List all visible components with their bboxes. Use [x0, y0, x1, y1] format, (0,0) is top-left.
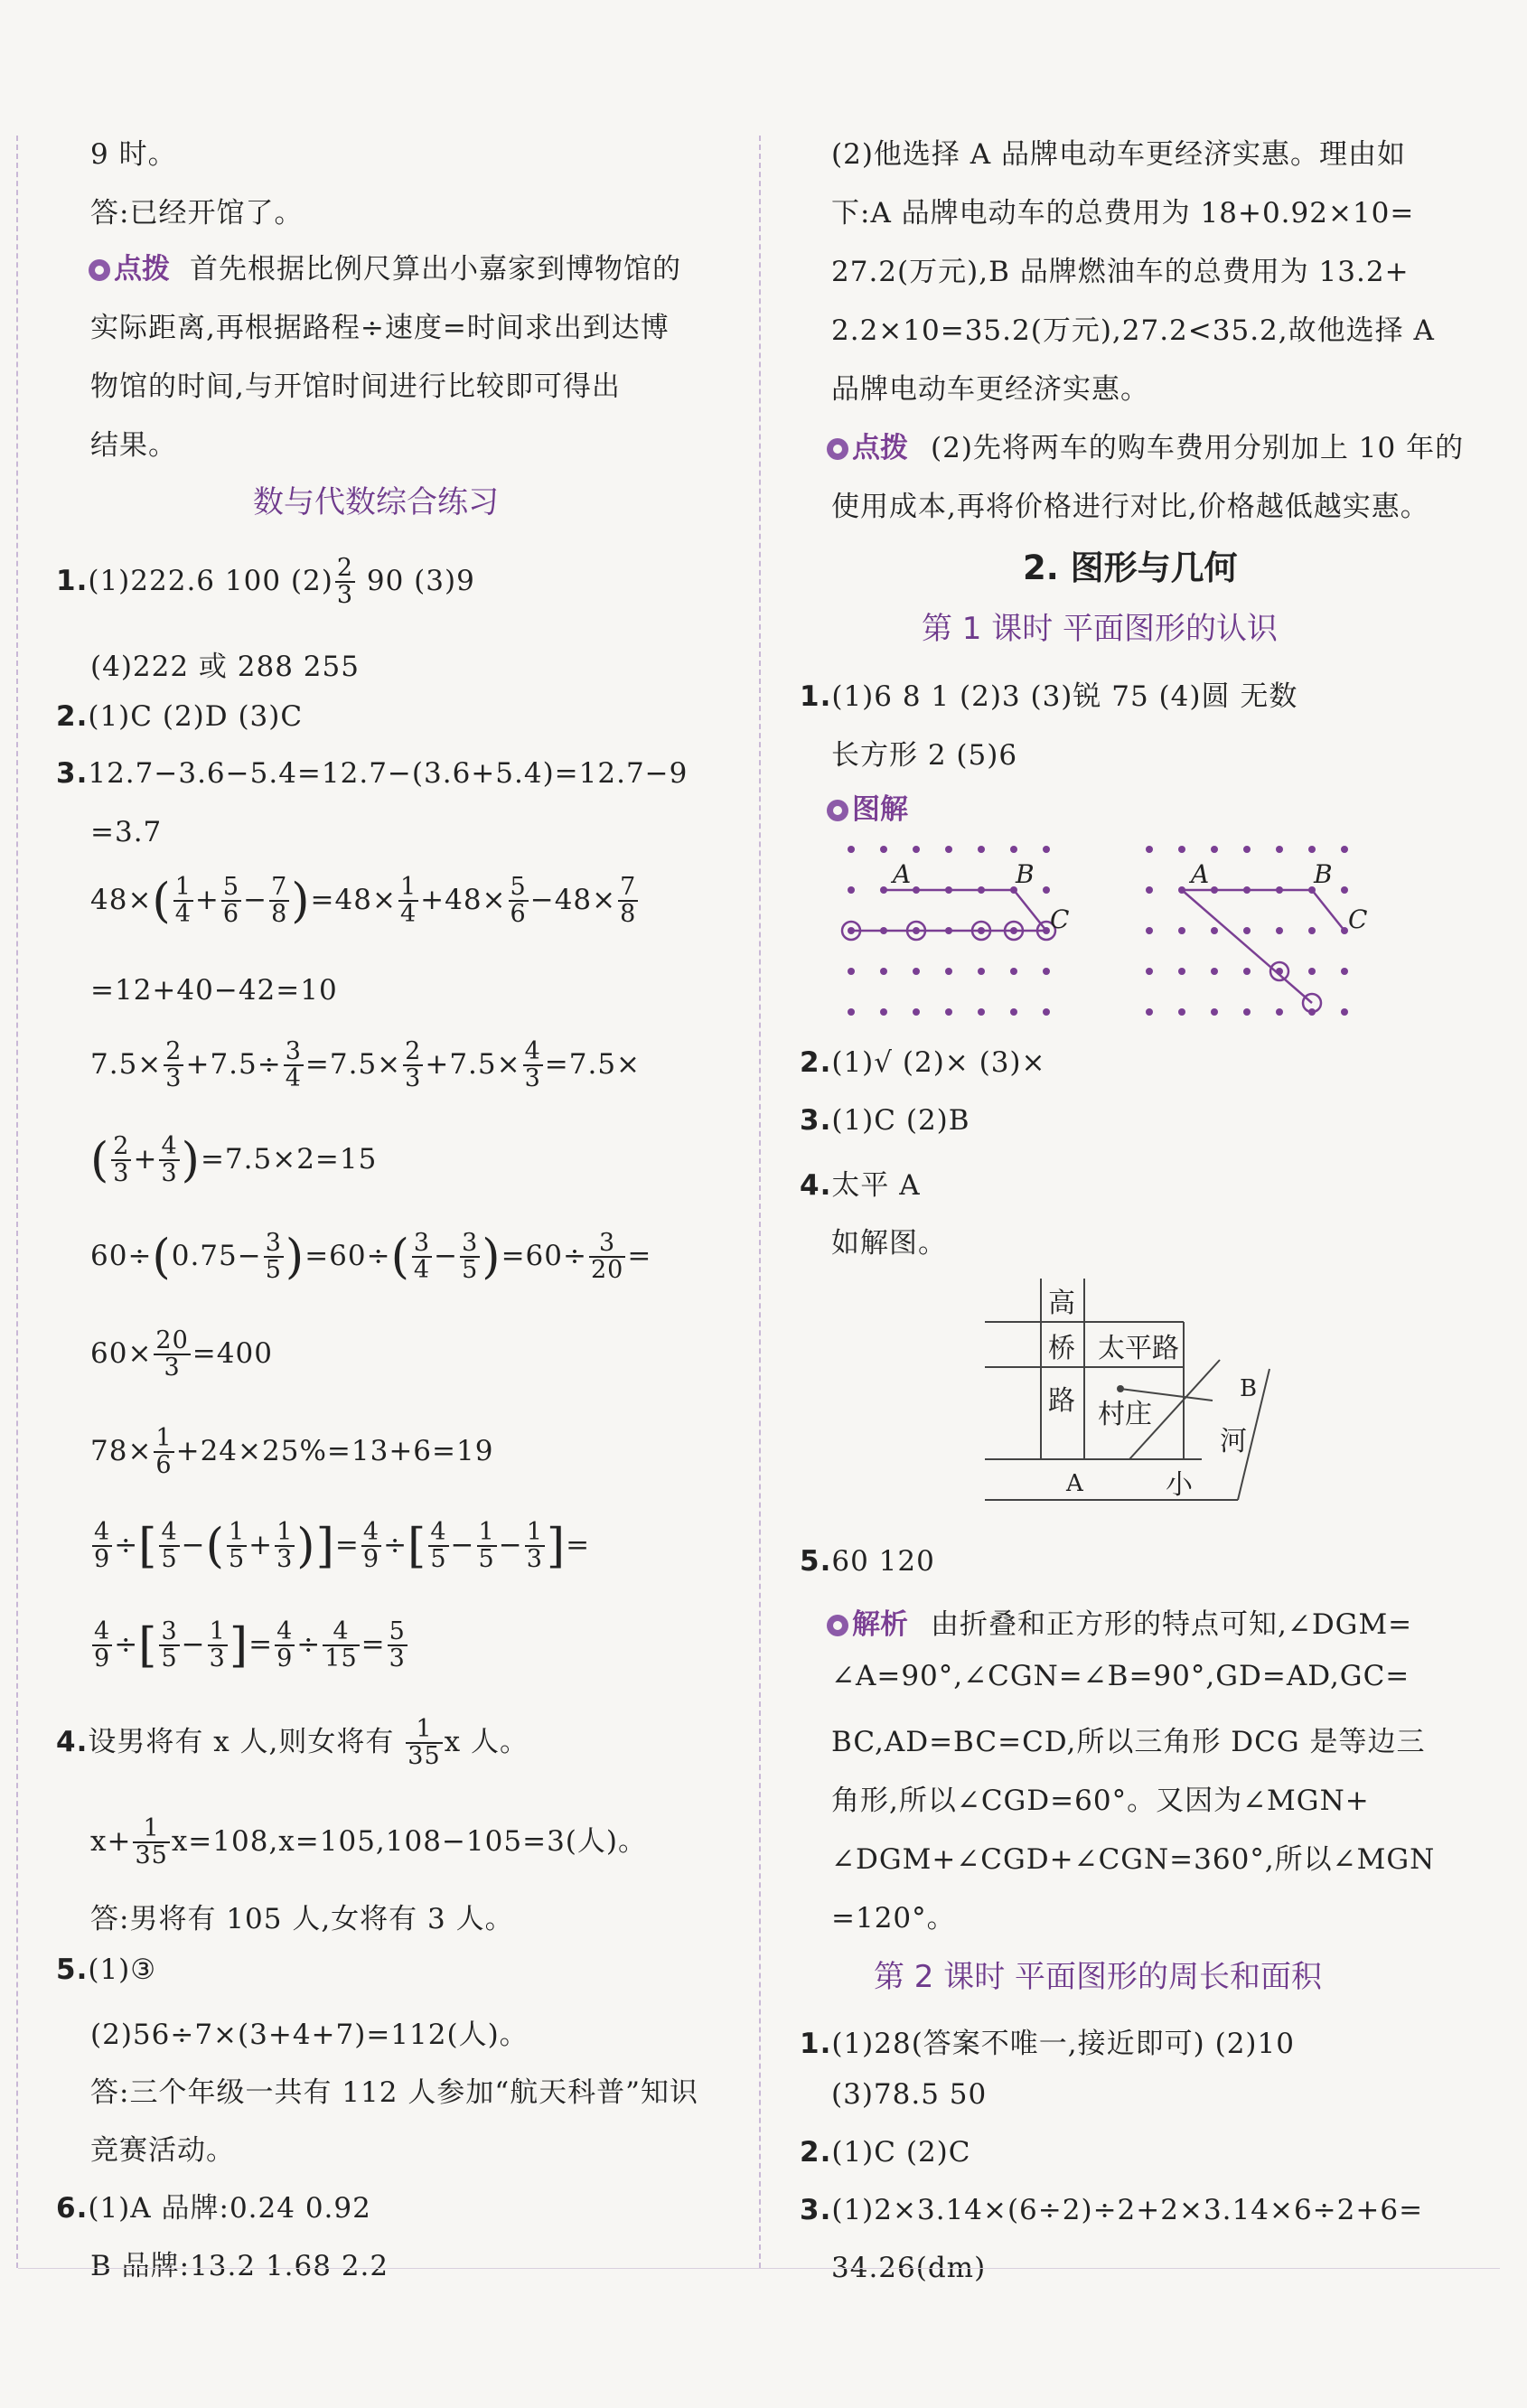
map-label-a: A — [1066, 1470, 1083, 1497]
formula-line: 7.5× $\frac{2}{3}$ +7.5÷ $\frac{3}{4}$ =7.5× $\frac{2}{3}$ +7.5× $\frac{4}{3}$ =7.5× — [90, 1037, 642, 1093]
grid-dot — [1243, 846, 1251, 853]
map-label-b: B — [1240, 1375, 1258, 1402]
grid-dot — [1146, 846, 1153, 853]
tip-label: 点拨 — [89, 246, 170, 286]
grid-dot — [1211, 846, 1218, 853]
question-2: 2.(1)√ (2)× (3)× — [800, 1046, 1046, 1079]
grid-dot — [913, 846, 920, 853]
tip-text: 首先根据比例尺算出小嘉家到博物馆的 — [190, 253, 681, 286]
page-bottom-rule — [18, 2268, 1500, 2269]
grid-dot — [1211, 1008, 1218, 1016]
column-divider — [759, 136, 761, 2268]
text-line: 下:A 品牌电动车的总费用为 18+0.92×10= — [831, 197, 1415, 230]
map-label-lu: 路 — [1048, 1385, 1075, 1417]
grid-dot — [978, 968, 985, 975]
question-4: 4.设男将有 x 人,则女将有 $\frac{1}{35}$ x 人。 — [56, 1715, 529, 1771]
grid-dot — [848, 886, 855, 894]
text-line: 2.2×10=35.2(万元),27.2<35.2,故他选择 A — [831, 314, 1435, 347]
text-line: B 品牌:13.2 1.68 2.2 — [90, 2250, 389, 2282]
text-line: 34.26(dm) — [831, 2252, 987, 2284]
formula-line: 48×( $\frac{1}{4}$ + $\frac{5}{6}$ − $\frac{7}{8}$ )=48× $\frac{1}{4}$ +48× $\frac{5}{6}$ −48× $\frac{7}{8}$ — [90, 873, 637, 929]
grid-dot — [1341, 1008, 1348, 1016]
grid-dot — [1178, 846, 1185, 853]
section-title: 数与代数综合练习 — [253, 484, 499, 520]
question-1: 1.(1)28(答案不唯一,接近即可) (2)10 — [800, 2028, 1295, 2060]
text-line: 长方形 2 (5)6 — [831, 739, 1018, 772]
analysis-text: BC,AD=BC=CD,所以三角形 DCG 是等边三 — [831, 1726, 1426, 1758]
grid-dot — [848, 968, 855, 975]
question-2: 2.(1)C (2)C — [800, 2136, 971, 2169]
formula-line: 60÷(0.75− $\frac{3}{5}$ )=60÷( $\frac{3}{4}$ − $\frac{3}{5}$ )=60÷ $\frac{3}{20}$ = — [90, 1229, 652, 1285]
grid-dot — [880, 968, 887, 975]
text-line: 品牌电动车更经济实惠。 — [831, 373, 1149, 406]
map-diagram — [976, 1270, 1328, 1513]
grid-dot — [945, 846, 952, 853]
text-line: 竞赛活动。 — [90, 2134, 235, 2167]
question-2: 2.(1)C (2)D (3)C — [56, 700, 304, 733]
analysis-text: 由折叠和正方形的特点可知,∠DGM= — [931, 1608, 1413, 1641]
formula-line: ( $\frac{2}{3}$ + $\frac{4}{3}$ )=7.5×2=15 — [90, 1132, 378, 1188]
grid-dot — [945, 1008, 952, 1016]
map-label-village: 村庄 — [1098, 1399, 1152, 1430]
grid-dot — [1341, 846, 1348, 853]
point-c-label: C — [1348, 904, 1368, 934]
grid-dot — [1308, 846, 1316, 853]
grid-dot — [1010, 846, 1017, 853]
text-line: 27.2(万元),B 品牌燃油车的总费用为 13.2+ — [831, 256, 1410, 288]
answer-line: 答:男将有 105 人,女将有 3 人。 — [90, 1903, 514, 1935]
grid-dot — [1043, 1008, 1050, 1016]
point-c-label: C — [1050, 904, 1070, 934]
grid-dot — [1308, 968, 1316, 975]
lesson-title: 第 1 课时 平面图形的认识 — [922, 611, 1279, 647]
grid-dot — [1243, 1008, 1251, 1016]
tip-text: (2)先将两车的购车费用分别加上 10 年的 — [931, 432, 1465, 464]
dot-grid-diagram — [831, 836, 1410, 1030]
grid-dot — [1341, 886, 1348, 894]
grid-dot — [978, 1008, 985, 1016]
grid-dot — [848, 1008, 855, 1016]
grid-dot — [913, 968, 920, 975]
analysis-text: =120°。 — [831, 1902, 956, 1935]
text-line: (3)78.5 50 — [831, 2078, 988, 2111]
grid-dot — [1211, 927, 1218, 934]
grid-dot — [913, 1008, 920, 1016]
grid-dot — [848, 846, 855, 853]
question-6: 6.(1)A 品牌:0.24 0.92 — [56, 2192, 371, 2225]
analysis-text: ∠A=90°,∠CGN=∠B=90°,GD=AD,GC= — [831, 1660, 1410, 1692]
text-line: (4)222 或 288 255 — [90, 651, 360, 683]
grid-dot — [1276, 927, 1283, 934]
point-a-label: A — [1191, 859, 1210, 889]
grid-dot — [1243, 927, 1251, 934]
grid-dot — [1043, 968, 1050, 975]
answer-line: 答:已经开馆了。 — [90, 197, 304, 230]
text-line: =12+40−42=10 — [90, 974, 338, 1007]
grid-dot — [1341, 968, 1348, 975]
grid-dot — [945, 968, 952, 975]
grid-dot — [1178, 927, 1185, 934]
analysis-label: 解析 — [827, 1601, 908, 1642]
text-line: =3.7 — [90, 816, 163, 848]
tip-text: 结果。 — [90, 429, 177, 462]
grid-dot — [978, 846, 985, 853]
map-label-small: 小 — [1166, 1469, 1193, 1501]
question-5: 5.(1)③ — [56, 1954, 157, 1986]
formula-line: $\frac{4}{9}$ ÷[ $\frac{4}{5}$ −( $\frac{1}{5}$ + $\frac{1}{3}$ )]= $\frac{4}{9}$ ÷[ $\frac{4}{5}$ − $\frac{1}{5}$ − $\frac{1}{3}$ ]= — [94, 1518, 591, 1574]
segment-left — [851, 890, 1046, 931]
grid-dot — [1211, 968, 1218, 975]
diagram-icon — [827, 800, 848, 821]
formula-line: 78× $\frac{1}{6}$ +24×25%=13+6=19 — [90, 1424, 494, 1480]
question-3: 3.(1)C (2)B — [800, 1104, 970, 1137]
grid-dot — [1276, 846, 1283, 853]
text-line: (2)56÷7×(3+4+7)=112(人)。 — [90, 2019, 529, 2051]
grid-dot — [1308, 927, 1316, 934]
formula-line: x+ $\frac{1}{35}$ x=108,x=105,108−105=3(人)。 — [90, 1814, 647, 1870]
question-3: 3.(1)2×3.14×(6÷2)÷2+2×3.14×6÷2+6= — [800, 2194, 1424, 2226]
question-1: 1.(1)6 8 1 (2)3 (3)锐 75 (4)圆 无数 — [800, 680, 1298, 713]
analysis-icon — [827, 1615, 848, 1636]
grid-dot — [1010, 1008, 1017, 1016]
tip-text: 物馆的时间,与开馆时间进行比较即可得出 — [90, 370, 621, 403]
grid-dot — [1146, 968, 1153, 975]
grid-dot — [1146, 886, 1153, 894]
chapter-title: 2. 图形与几何 — [1023, 548, 1238, 587]
lesson-title: 第 2 课时 平面图形的周长和面积 — [874, 1959, 1323, 1995]
grid-dot — [880, 846, 887, 853]
question-4: 4.太平 A — [800, 1169, 921, 1202]
formula-line: $\frac{4}{9}$ ÷[ $\frac{3}{5}$ − $\frac{1}{3}$ ]= $\frac{4}{9}$ ÷ $\frac{4}{15}$ = $\frac{5}{3}$ — [94, 1617, 406, 1673]
question-5: 5.60 120 — [800, 1545, 935, 1578]
tip-text: 使用成本,再将价格进行对比,价格越低越实惠。 — [831, 491, 1429, 523]
diagram-label: 图解 — [827, 786, 908, 827]
map-label-river: 河 — [1220, 1426, 1247, 1457]
analysis-text: ∠DGM+∠CGD+∠CGN=360°,所以∠MGN — [831, 1843, 1436, 1876]
text-line: 9 时。 — [90, 138, 177, 171]
text-line: 如解图。 — [831, 1227, 947, 1260]
tip-text: 实际距离,再根据路程÷速度=时间求出到达博 — [90, 312, 670, 344]
analysis-text: 角形,所以∠CGD=60°。又因为∠MGN+ — [831, 1785, 1370, 1817]
grid-dot — [1010, 968, 1017, 975]
grid-dot — [1146, 1008, 1153, 1016]
grid-dot — [1178, 1008, 1185, 1016]
question-3: 3.12.7−3.6−5.4=12.7−(3.6+5.4)=12.7−9 — [56, 757, 689, 790]
point-b-label: B — [1314, 859, 1333, 889]
grid-dot — [1178, 968, 1185, 975]
grid-dot — [1043, 846, 1050, 853]
text-line: (2)他选择 A 品牌电动车更经济实惠。理由如 — [831, 138, 1407, 171]
point-a-label: A — [893, 859, 912, 889]
grid-dot — [1043, 886, 1050, 894]
grid-dot — [1276, 1008, 1283, 1016]
point-b-label: B — [1016, 859, 1035, 889]
fraction: $\frac{2}{3}$ — [336, 554, 353, 610]
grid-dot — [1243, 968, 1251, 975]
tip-label: 点拨 — [827, 425, 908, 465]
map-label-qiao: 桥 — [1048, 1333, 1075, 1364]
left-margin-line — [16, 136, 18, 2268]
map-label-gao: 高 — [1048, 1288, 1075, 1319]
question-1: 1.(1)222.6 100 (2) $\frac{2}{3}$ 90 (3)9 — [56, 554, 475, 610]
grid-dot — [880, 1008, 887, 1016]
tip-icon — [89, 259, 110, 281]
tip-icon — [827, 438, 848, 460]
grid-dot — [1146, 927, 1153, 934]
segment-right-diagonal — [1182, 890, 1312, 1003]
map-label-taiping-road: 太平路 — [1098, 1333, 1179, 1364]
formula-line: 60× $\frac{20}{3}$ =400 — [90, 1326, 273, 1382]
answer-line: 答:三个年级一共有 112 人参加“航天科普”知识 — [90, 2076, 699, 2109]
